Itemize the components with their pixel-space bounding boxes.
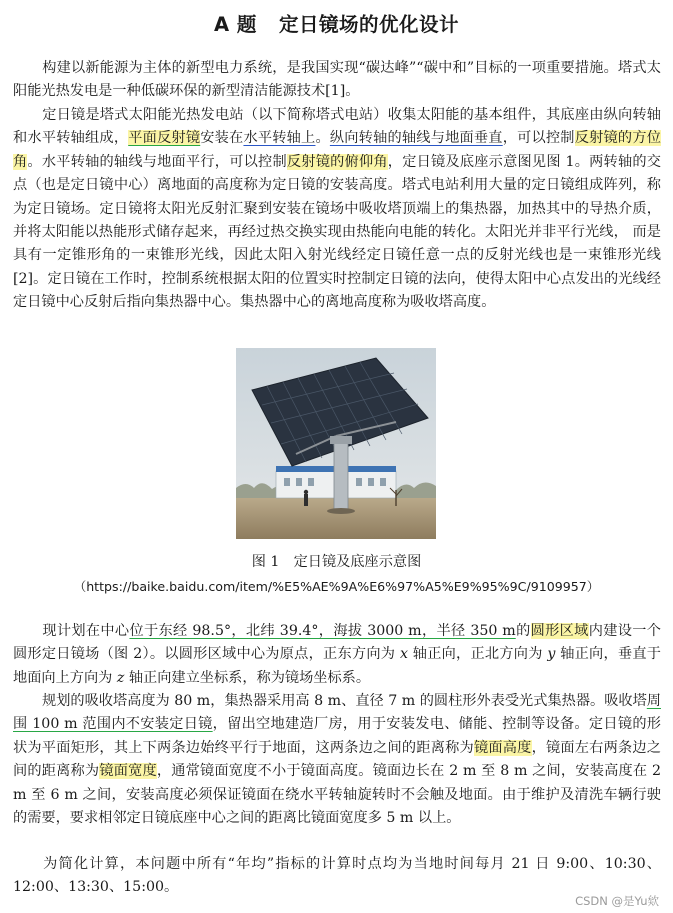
- highlight-plane-mirror: 平面反射镜: [128, 130, 201, 147]
- body-paragraph-3: 现计划在中心位于东经 98.5°，北纬 39.4°，海拔 3000 m，半径 350 m的圆形区域内建设一个圆形定日镜场（图 2）。以圆形区域中心为原点，正东方向为 x 轴正向，正北方向为 y 轴正向，垂直于地面向上方向为 z 轴正向建立坐标系，称为镜场坐标系。: [13, 623, 661, 686]
- underline-horizontal-axis: 水平转轴上: [243, 130, 316, 147]
- csdn-watermark: CSDN @是Yu欸: [575, 894, 659, 908]
- problem-label: A 题: [214, 13, 257, 36]
- highlight-elevation: 反射镜的俯仰角: [286, 153, 388, 170]
- page-title: [0, 9, 673, 37]
- highlight-mirror-width: 镜面宽度: [99, 763, 157, 780]
- figure-caption: 图 1 定日镜及底座示意图: [251, 554, 422, 570]
- intro-paragraph-1: 构建以新能源为主体的新型电力系统，是我国实现“碳达峰”“碳中和”目标的一项重要措施。塔式太阳能光热发电是一种低碳环保的新型清洁能源技术[1]。: [13, 60, 661, 100]
- underline-vertical-axis: 纵向转轴的轴线与地面垂直: [329, 130, 503, 147]
- intro-paragraph-2: 定日镜是塔式太阳能光热发电站（以下简称塔式电站）收集太阳能的基本组件，其底座由纵向转轴和水平转轴组成，平面反射镜安装在水平转轴上。纵向转轴的轴线与地面垂直，可以控制反射镜的方位角。水平转轴的轴线与地面平行，可以控制反射镜的俯仰角，定日镜及底座示意图见图 1。两转轴的交点（也是定日镜中心）离地面的高度称为定日镜的安装高度。塔式电站利用大量的定日镜组成阵列，称为定日镜场。定日镜将太阳光反射汇聚到安装在镜场中吸收塔顶端上的集热器，加热其中的导热介质，并将太阳能以热能形式储存起来，再经过热交换实现由热能向电能的转化。太阳光并非平行光线， 而是具有一定锥形角的一束锥形光线，因此太阳入射光线经定日镜任意一点的反射光线也是一束锥形光线[2]。定日镜在工作时，控制系统根据太阳的位置实时控制定日镜的法向，使得太阳中心点发出的光线经定日镜中心反射后指向集热器中心。集热器中心的离地高度称为吸收塔高度。: [13, 107, 661, 311]
- underline-exclusion-zone: 周围 100 m 范围内不安装定日镜: [13, 693, 661, 733]
- underline-location: 位于东经 98.5°，北纬 39.4°，海拔 3000 m，半径 350 m: [129, 623, 516, 639]
- highlight-mirror-height: 镜面高度: [473, 739, 532, 756]
- heliostat-illustration: [236, 348, 436, 539]
- body-paragraph-5: 为简化计算，本问题中所有“年均”指标的计算时点均为当地时间每月 21 日 9:00、10:30、12:00、13:30、15:00。: [13, 856, 661, 896]
- body-paragraph-4: 规划的吸收塔高度为 80 m，集热器采用高 8 m、直径 7 m 的圆柱形外表受光式集热器。吸收塔周围 100 m 范围内不安装定日镜，留出空地建造厂房，用于安装发电、储能、控制等设备。定日镜的形状为平面矩形，其上下两条边始终平行于地面，这两条边之间的距离称为镜面高度，镜面左右两条边之间的距离称为镜面宽度，通常镜面宽度不小于镜面高度。镜面边长在 2 m 至 8 m 之间，安装高度在 2 m 至 6 m 之间，安装高度必须保证镜面在绕水平转轴旋转时不会触及地面。由于维护及清洗车辆行驶的需要，要求相邻定日镜底座中心之间的距离比镜面宽度多 5 m 以上。: [13, 693, 661, 827]
- figure-source-url: （https://baike.baidu.com/item/%E5%AE%9A%E6%97%A5%E9%95%9C/9109957）: [73, 579, 600, 594]
- highlight-circular-region: 圆形区域: [530, 623, 589, 639]
- problem-title: 定日镜场的优化设计: [278, 13, 459, 36]
- heliostat-photo: [236, 348, 436, 539]
- highlight-azimuth: 反射镜的方位角: [13, 130, 661, 170]
